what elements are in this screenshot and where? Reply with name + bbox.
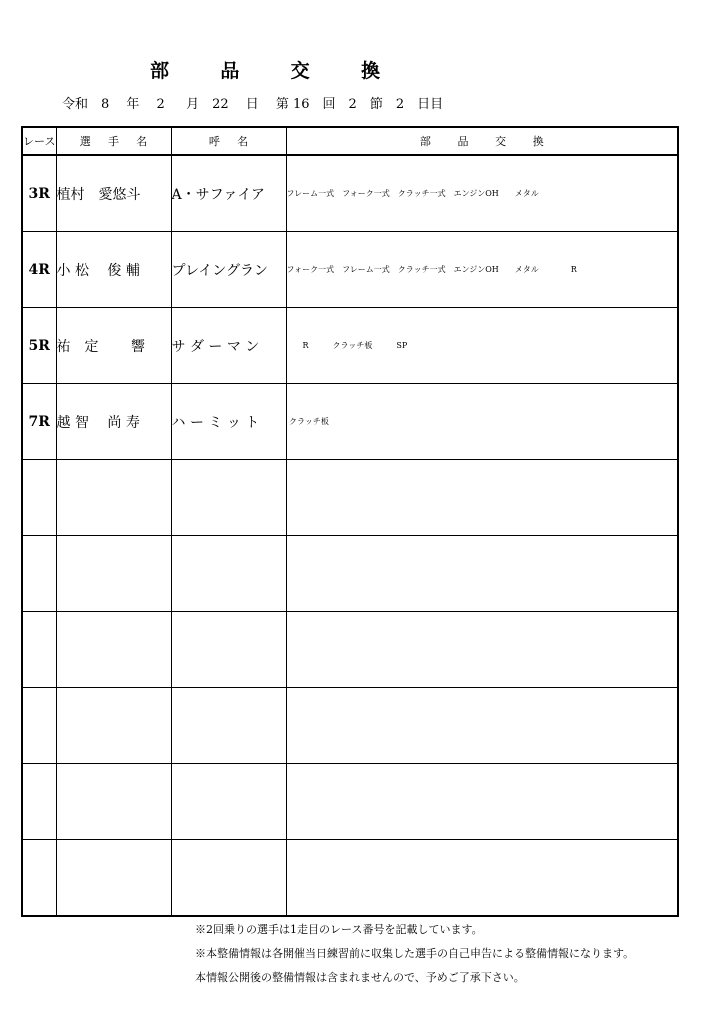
race-cell — [22, 840, 56, 917]
footnote: ※本整備情報は各開催当日練習前に収集した選手の自己申告による整備情報になります。 — [195, 947, 635, 960]
player-cell — [56, 764, 171, 840]
header-char: 部 — [419, 135, 431, 148]
footnote: 本情報公開後の整備情報は含まれませんので、予めご了承下さい。 — [195, 971, 525, 984]
header-parts — [286, 127, 678, 155]
nickname-cell: プレイングラン — [171, 232, 286, 308]
parts-cell: クラッチ板 — [286, 384, 678, 460]
nickname-cell: ハ ー ミ ッ ト — [171, 384, 286, 460]
parts-exchange-table — [21, 126, 679, 917]
parts-cell: フォーク一式 フレーム一式 クラッチ一式 エンジンOH メタル R — [286, 232, 678, 308]
nickname-cell — [171, 840, 286, 917]
race-cell: 7R — [22, 384, 56, 460]
header-char: 呼 — [208, 135, 220, 148]
table-row — [22, 460, 678, 536]
race-cell — [22, 688, 56, 764]
nickname-cell — [171, 688, 286, 764]
race-cell: 4R — [22, 232, 56, 308]
title-char: 換 — [360, 60, 380, 82]
page-title — [150, 56, 380, 83]
table-row — [22, 688, 678, 764]
table-row — [22, 308, 678, 384]
player-cell: 祐 定 響 — [56, 308, 171, 384]
title-char: 交 — [290, 60, 310, 82]
player-cell — [56, 840, 171, 917]
table-header-row — [22, 127, 678, 155]
nickname-cell — [171, 764, 286, 840]
nickname-cell: サ ダ ー マ ン — [171, 308, 286, 384]
player-cell: 植村 愛悠斗 — [56, 155, 171, 232]
table-row — [22, 232, 678, 308]
header-char: 換 — [532, 135, 544, 148]
parts-cell — [286, 840, 678, 917]
table-row — [22, 384, 678, 460]
player-cell — [56, 536, 171, 612]
nickname-cell — [171, 460, 286, 536]
header-char: 手 — [108, 135, 119, 148]
player-cell: 小 松 俊 輔 — [56, 232, 171, 308]
parts-cell — [286, 536, 678, 612]
table-row — [22, 764, 678, 840]
race-cell — [22, 764, 56, 840]
race-cell: 3R — [22, 155, 56, 232]
race-cell — [22, 460, 56, 536]
player-cell — [56, 460, 171, 536]
table-row — [22, 536, 678, 612]
parts-cell — [286, 612, 678, 688]
header-race: レース — [22, 127, 56, 155]
header-player — [56, 127, 171, 155]
footnotes — [195, 918, 634, 990]
parts-cell — [286, 460, 678, 536]
title-char: 部 — [150, 60, 170, 82]
footnote: ※2回乗りの選手は1走目のレース番号を記載しています。 — [195, 923, 483, 936]
table-row — [22, 155, 678, 232]
parts-cell: R クラッチ板 SP — [286, 308, 678, 384]
header-char: 交 — [495, 135, 507, 148]
parts-cell — [286, 764, 678, 840]
nickname-cell — [171, 536, 286, 612]
player-cell — [56, 688, 171, 764]
race-cell: 5R — [22, 308, 56, 384]
race-cell — [22, 536, 56, 612]
header-char: 選 — [79, 135, 91, 148]
date-line: 令和 8 年 2 月 22 日 第 16 回 2 節 2 日目 — [62, 97, 444, 112]
player-cell — [56, 612, 171, 688]
header-nickname — [171, 127, 286, 155]
table-row — [22, 840, 678, 917]
race-cell — [22, 612, 56, 688]
player-cell: 越 智 尚 寿 — [56, 384, 171, 460]
parts-cell — [286, 688, 678, 764]
header-char: 名 — [237, 135, 249, 148]
table-row — [22, 612, 678, 688]
nickname-cell: A・サファイア — [171, 155, 286, 232]
header-char: 品 — [457, 135, 469, 148]
header-char: 名 — [136, 135, 148, 148]
title-char: 品 — [220, 60, 240, 82]
nickname-cell — [171, 612, 286, 688]
parts-cell: フレーム一式 フォーク一式 クラッチ一式 エンジンOH メタル — [286, 155, 678, 232]
